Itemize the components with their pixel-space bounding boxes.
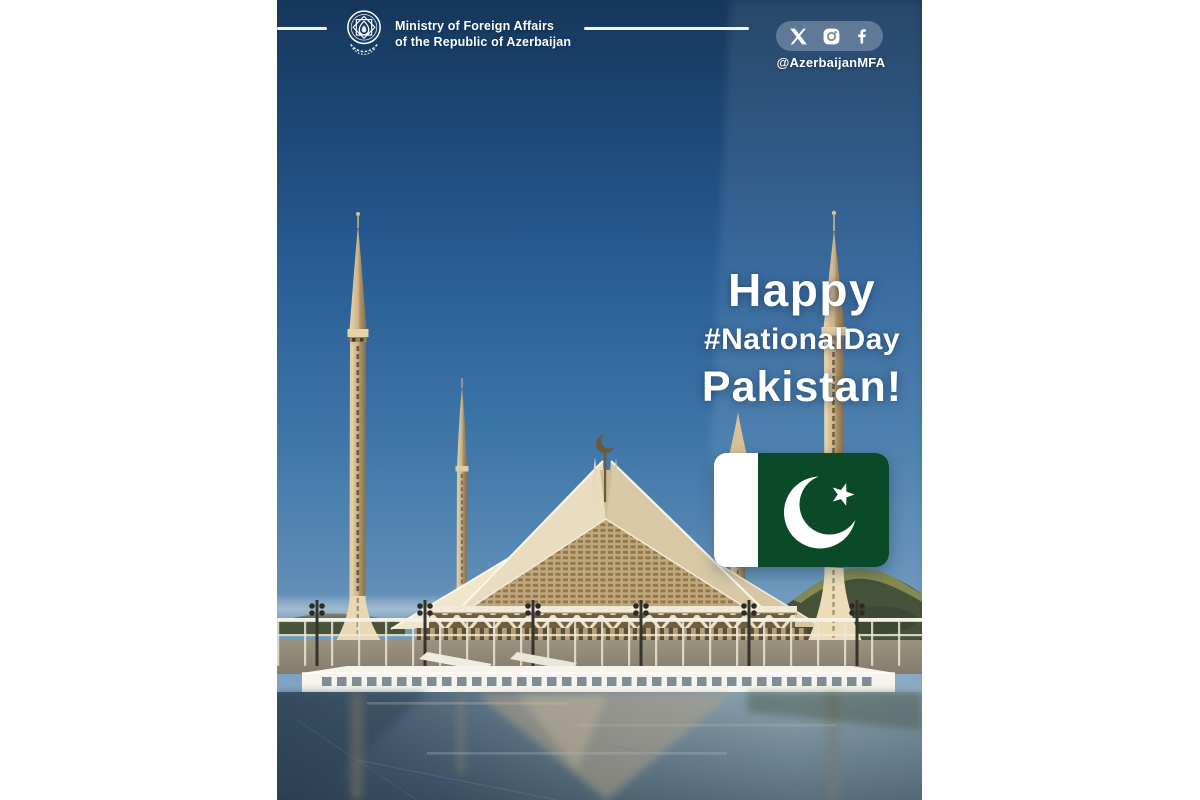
ministry-name-line1: Ministry of Foreign Affairs [395,19,555,33]
header-divider-left [277,27,327,30]
instagram-icon [822,27,841,46]
pakistan-flag [714,453,889,567]
social-handle: @AzerbaijanMFA [776,55,886,70]
greeting-line2: #NationalDay [703,323,901,357]
social-icons-pill [776,21,883,51]
azerbaijan-mfa-emblem-icon [345,8,383,58]
greeting-line1: Happy [727,264,877,316]
header-divider-right [584,27,749,30]
facebook-icon [853,27,871,45]
greeting-line3: Pakistan! [701,363,903,412]
pakistan-flag-art [714,453,889,567]
mfa-social-post [277,0,922,800]
ministry-name [395,19,571,50]
ministry-name-line2: of the Republic of Azerbaijan [395,34,572,49]
x-twitter-icon [788,26,809,47]
greeting-text [637,266,922,412]
